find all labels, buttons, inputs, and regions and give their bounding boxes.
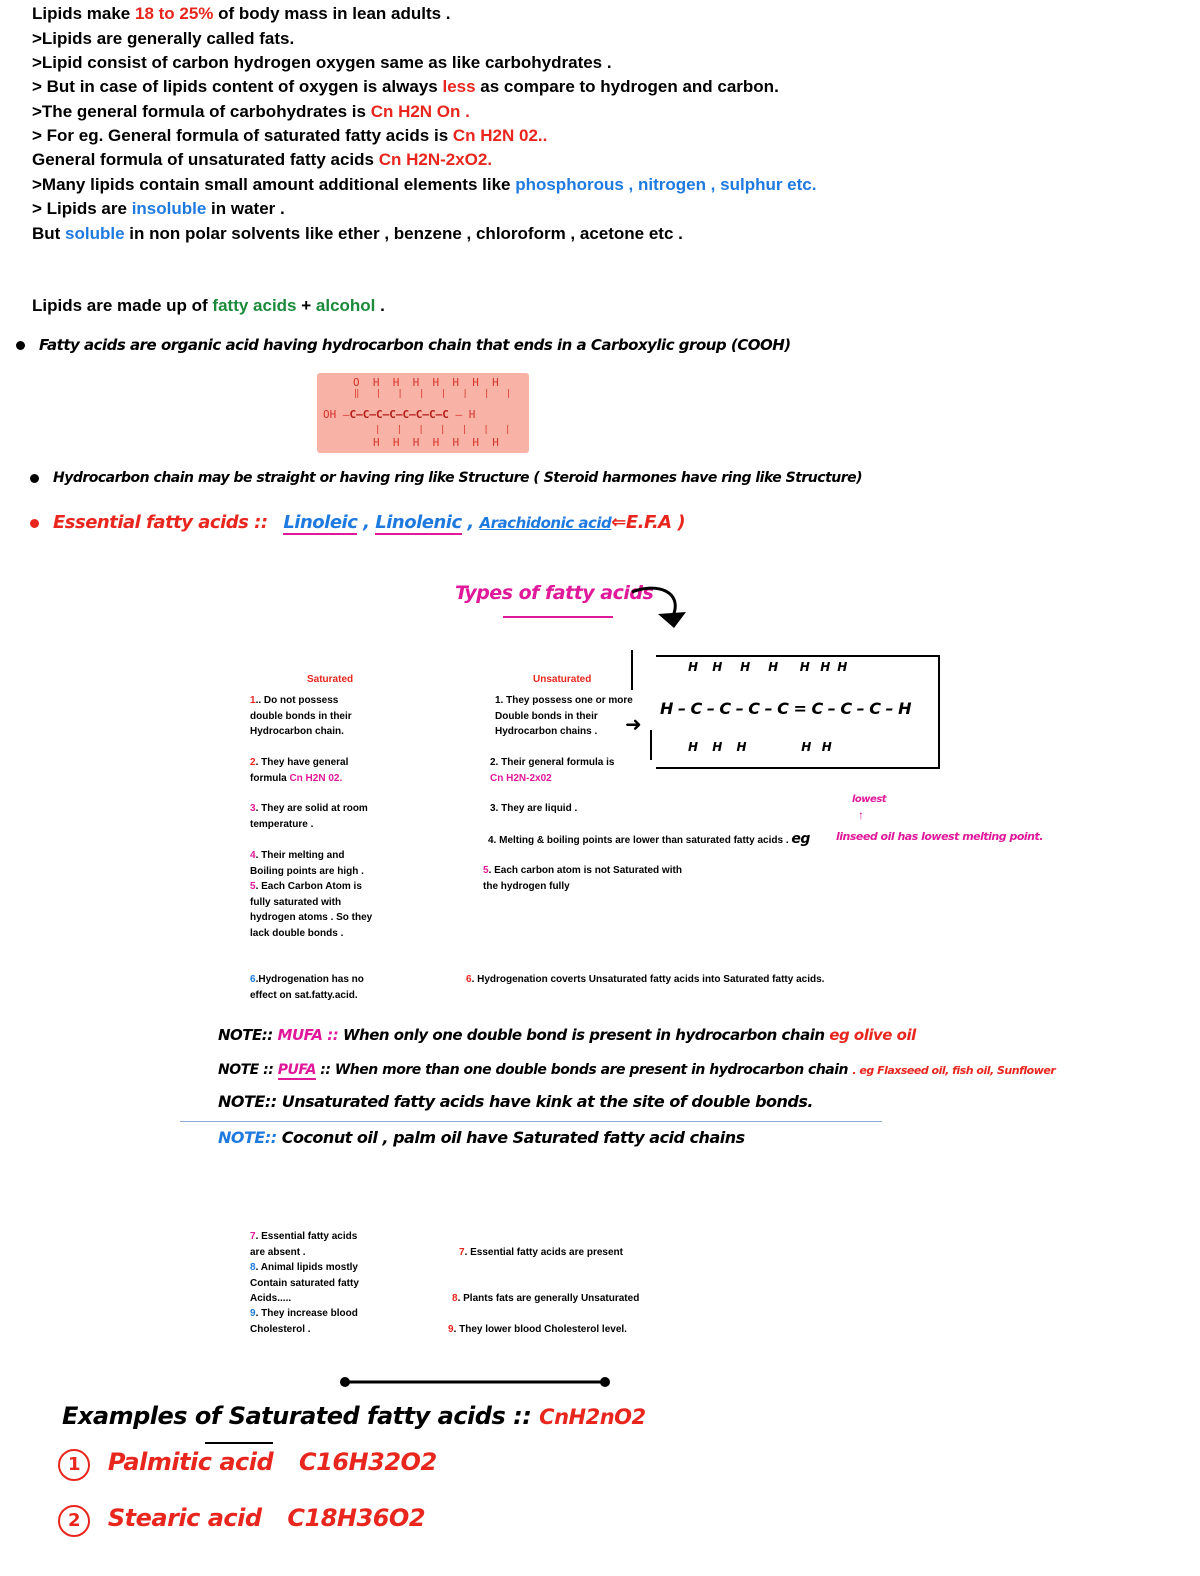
circle-number-1: 1 — [58, 1449, 90, 1481]
unsat-point-3: 3. They are liquid . — [490, 803, 578, 814]
intro-line-6: > For eg. General formula of saturated fatty acids is Cn H2N 02.. — [32, 126, 548, 145]
example-stearic: 2 Stearic acid C18H36O2 — [58, 1504, 425, 1537]
efa-arachidonic: Arachidonic acid — [479, 514, 612, 532]
fatty-acid-definition: Fatty acids are organic acid having hydrocarbon chain that ends in a Carboxylic group (COOH) — [16, 336, 791, 354]
hydrocarbon-chain-note: Hydrocarbon chain may be straight or having ring like Structure ( Steroid harmones have ring like Structure) — [30, 470, 862, 486]
examples-underline — [205, 1442, 273, 1444]
sat-point-6: 6.Hydrogenation has no effect on sat.fatty.acid. — [250, 974, 364, 1001]
unsat-point-6: 6. Hydrogenation coverts Unsaturated fatty acids into Saturated fatty acids. — [466, 974, 825, 985]
unsat-bottom-row: H H H H H — [688, 740, 832, 754]
intro-line-3: >Lipid consist of carbon hydrogen oxygen same as like carbohydrates . — [32, 53, 612, 72]
unsat-main-chain: H – C – C – C – C = C – C – C – H — [660, 699, 912, 718]
lowest-label: lowest — [852, 794, 887, 805]
note-saturated-oils: NOTE:: Coconut oil , palm oil have Saturated fatty acid chains — [218, 1128, 745, 1147]
sat-point-2: 2. They have general formula Cn H2N 02. — [250, 757, 349, 784]
up-arrow-icon: ↑ — [858, 808, 864, 822]
efa-linolenic: Linolenic — [375, 512, 462, 533]
arrow-left-icon: ⇐ — [611, 512, 626, 533]
unsat-point-4: 4. Melting & boiling points are lower than saturated fatty acids . eg — [488, 831, 810, 847]
unsat-point-2: 2. Their general formula is Cn H2N-2x02 — [490, 757, 615, 784]
bullet-icon — [30, 519, 39, 528]
divider — [180, 1121, 882, 1122]
intro-line-10: But soluble in non polar solvents like ether , benzene , chloroform , acetone etc . — [32, 224, 683, 243]
structure-top-row: O H H H H H H H — [353, 376, 499, 389]
intro-line-4: > But in case of lipids content of oxygen is always less as compare to hydrogen and carbon. — [32, 77, 779, 96]
example-palmitic: 1 Palmitic acid C16H32O2 — [58, 1448, 437, 1481]
types-title: Types of fatty acids — [455, 582, 654, 604]
linseed-note: linseed oil has lowest melting point. — [836, 830, 1043, 843]
structure-bottom-bonds: | | | | | | | — [375, 425, 511, 435]
curved-arrow-icon — [628, 582, 690, 634]
note-mufa: NOTE:: MUFA :: When only one double bond is present in hydrocarbon chain eg olive oil — [218, 1026, 916, 1044]
note-pufa: NOTE :: PUFA :: When more than one double bonds are present in hydrocarbon chain . eg Flaxseed oil, fish oil, Sunflower — [218, 1062, 1056, 1078]
essential-fatty-acids — [30, 512, 685, 533]
sat-point-4: 4. Their melting and Boiling points are high . — [250, 850, 364, 877]
structure-top-bonds: ‖ | | | | | | | — [354, 389, 512, 399]
separator-line — [335, 1372, 615, 1392]
unsat-top-row: H H H H H H H — [688, 660, 847, 674]
box-left-mark-lower — [650, 730, 652, 760]
sat-point-7: 7. Essential fatty acids are absent . — [250, 1231, 358, 1258]
intro-line-1: Lipids make 18 to 25% of body mass in lean adults . — [32, 4, 451, 23]
unsaturated-header: Unsaturated — [533, 674, 592, 685]
examples-title: Examples of Saturated fatty acids :: CnH2nO2 — [62, 1402, 646, 1430]
intro-line-8: >Many lipids contain small amount additional elements like phosphorous , nitrogen , sulphur etc. — [32, 175, 817, 194]
unsat-point-9: 9. They lower blood Cholesterol level. — [448, 1324, 627, 1335]
sat-point-1: 1.. Do not possess double bonds in their Hydrocarbon chain. — [250, 695, 352, 737]
bullet-icon — [16, 341, 25, 350]
sat-point-9: 9. They increase blood Cholesterol . — [250, 1308, 358, 1335]
note-kink: NOTE:: Unsaturated fatty acids have kink at the site of double bonds. — [218, 1092, 813, 1111]
unsat-point-7: 7. Essential fatty acids are present — [459, 1247, 623, 1258]
unsat-point-1: 1. They possess one or more Double bonds in their Hydrocarbon chains . — [495, 695, 633, 737]
efa-label: Essential fatty acids :: — [53, 512, 268, 533]
efa-separator: , — [363, 512, 370, 533]
types-underline — [503, 616, 613, 618]
efa-linoleic: Linoleic — [283, 512, 358, 533]
intro-line-5: >The general formula of carbohydrates is Cn H2N On . — [32, 102, 470, 121]
sat-point-3: 3. They are solid at room temperature . — [250, 803, 368, 830]
efa-abbreviation: E.F.A ) — [625, 512, 686, 533]
intro-line-9: > Lipids are insoluble in water . — [32, 199, 285, 218]
made-up-line: Lipids are made up of fatty acids + alcohol . — [32, 296, 385, 315]
sat-point-8: 8. Animal lipids mostly Contain saturated fatty Acids..... — [250, 1262, 359, 1304]
unsat-point-5: 5. Each carbon atom is not Saturated with the hydrogen fully — [483, 865, 682, 892]
bullet-icon — [30, 474, 39, 483]
arrow-right-icon: ➜ — [625, 714, 642, 736]
intro-line-2: >Lipids are generally called fats. — [32, 29, 295, 48]
sat-point-5: 5. Each Carbon Atom is fully saturated with hydrogen atoms . So they lack double bonds . — [250, 881, 373, 939]
saturated-header: Saturated — [307, 674, 354, 685]
efa-separator: , — [467, 512, 474, 533]
box-left-mark — [631, 650, 633, 690]
saturated-structure — [317, 373, 529, 453]
intro-line-7: General formula of unsaturated fatty acids Cn H2N-2xO2. — [32, 150, 493, 169]
structure-bottom-row: H H H H H H H — [373, 436, 499, 449]
unsat-point-8: 8. Plants fats are generally Unsaturated — [452, 1293, 640, 1304]
structure-main-chain: OH –C–C–C–C–C–C–C–C – H — [323, 408, 476, 421]
circle-number-2: 2 — [58, 1505, 90, 1537]
